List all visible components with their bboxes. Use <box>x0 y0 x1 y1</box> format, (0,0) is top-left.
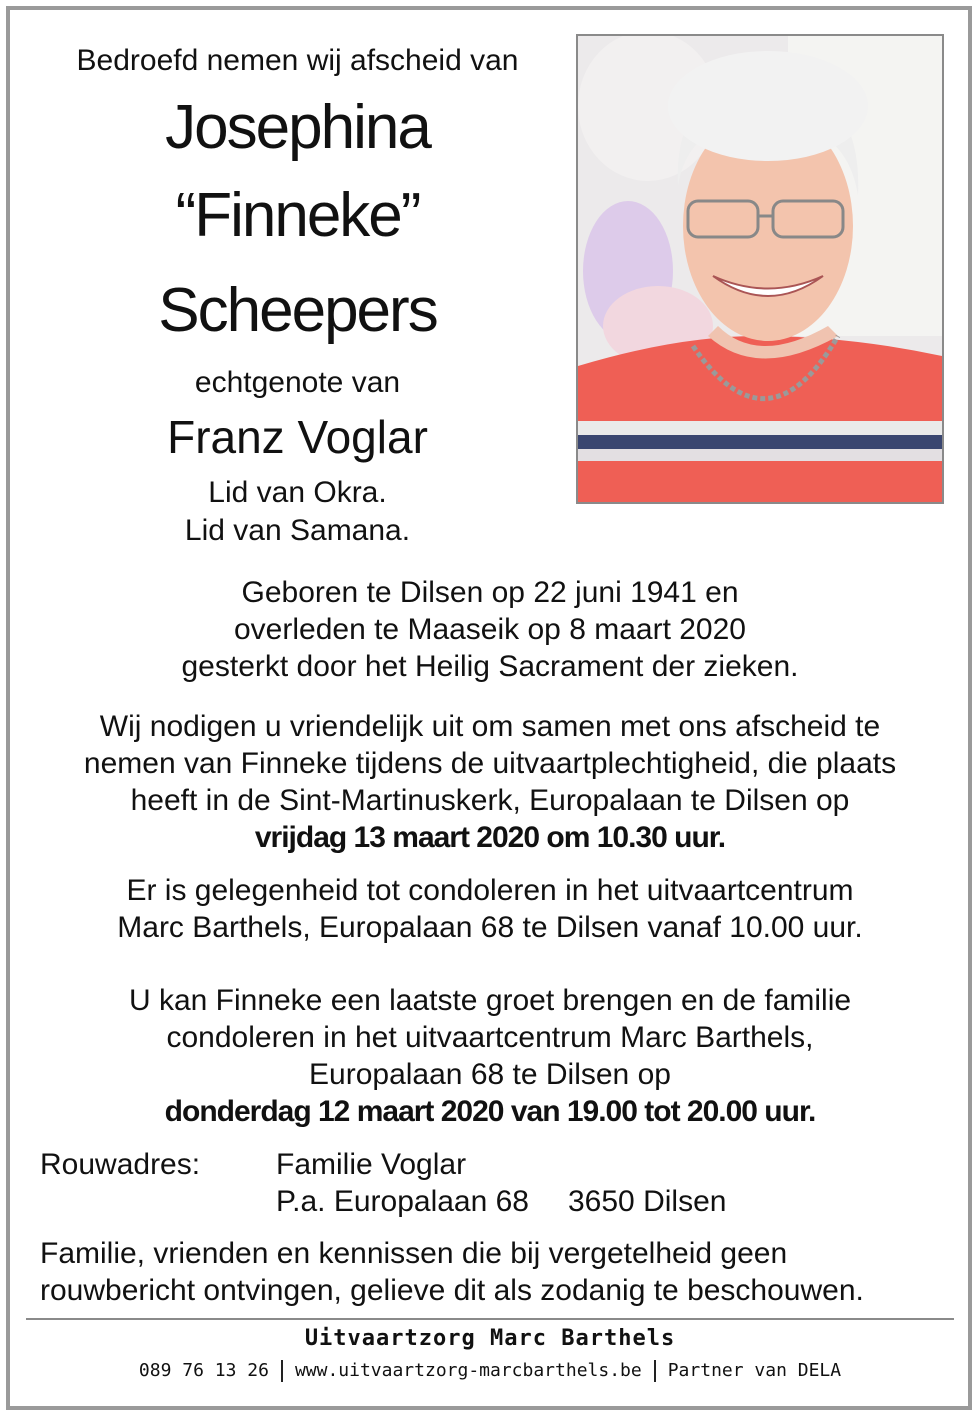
birth-line-3: gesterkt door het Heilig Sacrament der zieken. <box>181 650 799 683</box>
footer-contact <box>0 1360 980 1382</box>
condole-line-2: Marc Barthels, Europalaan 68 te Dilsen vanaf 10.00 uur. <box>117 911 863 944</box>
relation-text: echtgenote van <box>194 366 401 399</box>
invite-line-1: Wij nodigen u vriendelijk uit om samen met ons afscheid te <box>99 710 881 743</box>
birth-line-2: overleden te Maaseik op 8 maart 2020 <box>234 613 746 646</box>
spouse-name: Franz Voglar <box>167 411 428 463</box>
portrait-illustration <box>578 36 942 502</box>
phone-number: 089 76 13 26 <box>138 1360 269 1381</box>
address-name: Familie Voglar <box>276 1148 467 1181</box>
address-street: P.a. Europalaan 68 <box>276 1185 529 1218</box>
condole-line-1: Er is gelegenheid tot condoleren in het uitvaartcentrum <box>126 874 854 907</box>
membership-samana: Lid van Samana. <box>184 514 411 547</box>
deceased-nickname: “Finneke” <box>175 181 420 250</box>
birth-line-1: Geboren te Dilsen op 22 juni 1941 en <box>241 576 739 609</box>
address-city: 3650 Dilsen <box>568 1185 727 1218</box>
deceased-last-name: Scheepers <box>158 276 437 345</box>
address-label: Rouwadres: <box>40 1148 201 1181</box>
intro-text: Bedroefd nemen wij afscheid van <box>76 44 519 77</box>
invite-line-2: nemen van Finneke tijdens de uitvaartplechtigheid, die plaats <box>83 747 897 780</box>
visit-line-1: U kan Finneke een laatste groet brengen en de familie <box>128 984 852 1017</box>
deceased-first-name: Josephina <box>165 93 430 162</box>
invite-line-3: heeft in de Sint-Martinuskerk, Europalaan te Dilsen op <box>130 784 850 817</box>
funeral-date: vrijdag 13 maart 2020 om 10.30 uur. <box>254 821 726 854</box>
closing-line-2: rouwbericht ontvingen, gelieve dit als zodanig te beschouwen. <box>40 1274 864 1307</box>
closing-line-1: Familie, vrienden en kennissen die bij vergetelheid geen <box>40 1237 788 1270</box>
membership-okra: Lid van Okra. <box>208 476 387 509</box>
company-name: Uitvaartzorg Marc Barthels <box>304 1326 676 1351</box>
separator <box>281 1360 283 1382</box>
separator <box>654 1360 656 1382</box>
footer-divider <box>26 1318 954 1320</box>
invitation-section <box>40 708 940 856</box>
visitation-section <box>40 982 940 1130</box>
partner-text: Partner van DELA <box>667 1360 842 1381</box>
visitation-date: donderdag 12 maart 2020 van 19.00 tot 20.00 uur. <box>164 1095 816 1128</box>
website-link[interactable]: www.uitvaartzorg-marcbarthels.be <box>294 1360 642 1381</box>
visit-line-3: Europalaan 68 te Dilsen op <box>309 1058 671 1091</box>
portrait-photo <box>576 34 944 504</box>
condolence-section <box>40 872 940 946</box>
visit-line-2: condoleren in het uitvaartcentrum Marc Barthels, <box>166 1021 814 1054</box>
birth-death-section <box>40 574 940 685</box>
